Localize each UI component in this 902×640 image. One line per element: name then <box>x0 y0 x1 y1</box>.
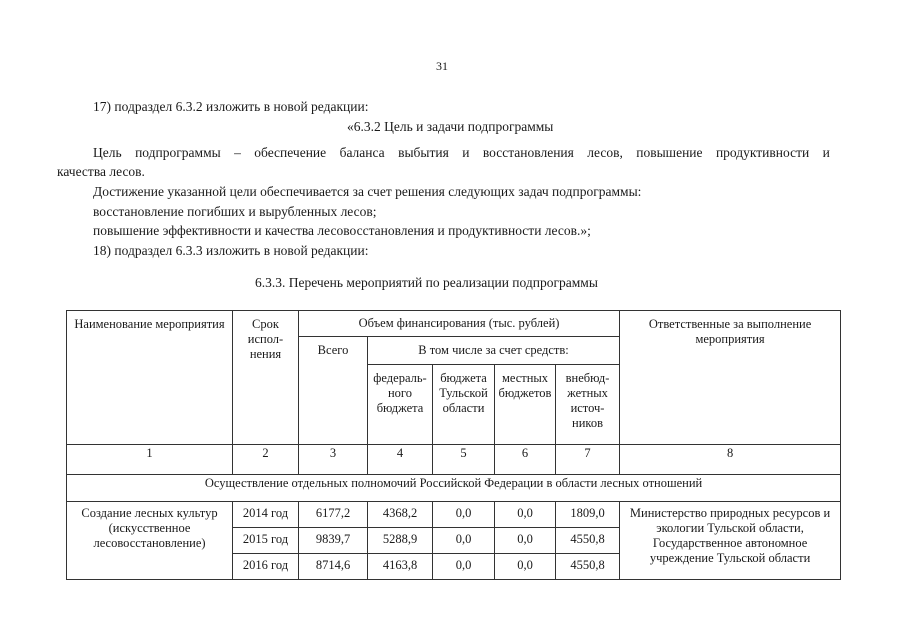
goal-word: – <box>234 145 241 160</box>
col-number: 6 <box>495 445 556 475</box>
row-year: 2015 год <box>233 528 299 554</box>
table-title: 6.3.3. Перечень мероприятий по реализации подпрограммы <box>255 275 598 290</box>
header-responsible: Ответственные за выполнение мероприятия <box>620 311 841 445</box>
header-including: В том числе за счет средств: <box>368 337 620 365</box>
row-extra: 1809,0 <box>556 502 620 528</box>
task-2: повышение эффективности и качества лесовосстановления и продуктивности лесов.»; <box>93 223 591 238</box>
goal-word: Цель <box>93 145 122 160</box>
row-federal: 4368,2 <box>368 502 433 528</box>
header-name: Наименование мероприятия <box>67 311 233 445</box>
row-year: 2014 год <box>233 502 299 528</box>
col-number: 3 <box>299 445 368 475</box>
goal-line-2: качества лесов. <box>57 164 145 179</box>
row-extra: 4550,8 <box>556 528 620 554</box>
task-1: восстановление погибших и вырубленных лесов; <box>93 204 377 219</box>
col-number: 7 <box>556 445 620 475</box>
item-18: 18) подраздел 6.3.3 изложить в новой редакции: <box>93 243 369 258</box>
goal-word: обеспечение <box>254 145 327 160</box>
goal-word: и <box>822 145 830 160</box>
goal-word: подпрограммы <box>135 145 221 160</box>
row-regional: 0,0 <box>433 528 495 554</box>
header-federal: федераль-ного бюджета <box>368 365 433 445</box>
header-local: местных бюджетов <box>495 365 556 445</box>
item-17: 17) подраздел 6.3.2 изложить в новой редакции: <box>93 99 369 114</box>
row-local: 0,0 <box>495 502 556 528</box>
row-total: 6177,2 <box>299 502 368 528</box>
header-total: Всего <box>299 337 368 445</box>
goal-word: баланса <box>339 145 385 160</box>
row-local: 0,0 <box>495 528 556 554</box>
section-row: Осуществление отдельных полномочий Российской Федерации в области лесных отношений <box>67 475 841 502</box>
row-total: 9839,7 <box>299 528 368 554</box>
goal-line-1 <box>93 144 830 162</box>
row-regional: 0,0 <box>433 502 495 528</box>
goal-word: и <box>462 145 470 160</box>
row-federal: 4163,8 <box>368 554 433 580</box>
row-total: 8714,6 <box>299 554 368 580</box>
goal-word: восстановления <box>482 145 574 160</box>
row-federal: 5288,9 <box>368 528 433 554</box>
measure-name: Создание лесных культур (искусственное лесовосстановление) <box>67 502 233 580</box>
header-financing: Объем финансирования (тыс. рублей) <box>299 311 620 337</box>
subsection-title: «6.3.2 Цель и задачи подпрограммы <box>347 119 554 134</box>
goal-word: лесов, <box>587 145 623 160</box>
col-number: 4 <box>368 445 433 475</box>
col-number: 2 <box>233 445 299 475</box>
header-term: Срок испол-нения <box>233 311 299 445</box>
row-year: 2016 год <box>233 554 299 580</box>
achievement-text: Достижение указанной цели обеспечивается за счет решения следующих задач подпрограммы: <box>93 184 642 199</box>
goal-word: выбытия <box>398 145 449 160</box>
measures-table <box>66 310 841 580</box>
header-extra: внебюд-жетных источ-ников <box>556 365 620 445</box>
col-number: 8 <box>620 445 841 475</box>
header-regional: бюджета Тульской области <box>433 365 495 445</box>
goal-word: продуктивности <box>715 145 810 160</box>
row-local: 0,0 <box>495 554 556 580</box>
col-number: 5 <box>433 445 495 475</box>
goal-word: повышение <box>636 145 703 160</box>
row-extra: 4550,8 <box>556 554 620 580</box>
responsible-party: Министерство природных ресурсов и экологии Тульской области, Государственное автономное учреждение Тульской области <box>620 502 841 580</box>
col-number: 1 <box>67 445 233 475</box>
page-number: 31 <box>436 59 448 73</box>
row-regional: 0,0 <box>433 554 495 580</box>
